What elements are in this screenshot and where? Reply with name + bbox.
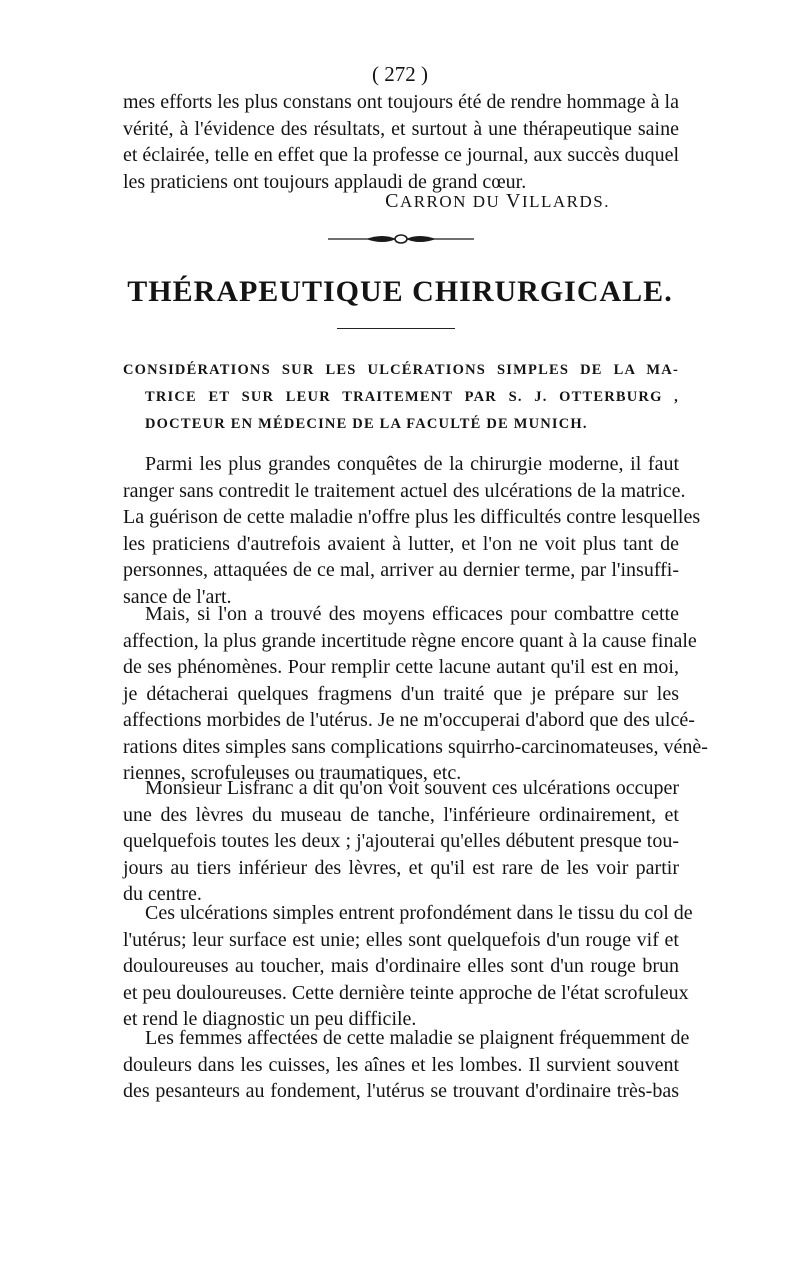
page-number: ( 272 ) [372,62,428,86]
title-rule [337,328,455,329]
body-paragraph [123,451,701,610]
text-line: affection, la plus grande incertitude règne encore quant à la cause finale [123,629,697,652]
text-line: des pesanteurs au fondement, l'utérus se trouvant d'ordinaire très-bas [123,1080,679,1102]
text-line: rations dites simples sans complications squirrho-carcinomateuses, vénè- [123,735,708,758]
text-line: je détacherai quelques fragmens d'un traité que je prépare sur les [123,682,679,705]
heading-line: CONSIDÉRATIONS SUR LES ULCÉRATIONS SIMPLES DE LA MA- [123,362,679,378]
text-line: douloureuses au toucher, mais d'ordinaire elles sont d'un rouge brun [123,955,679,977]
intro-paragraph [123,89,679,195]
text-line: jours au tiers inférieur des lèvres, et qu'il est rare de les voir partir [123,856,679,879]
heading-line: DOCTEUR EN MÉDECINE DE LA FACULTÉ DE MUNICH. [145,416,588,432]
text-line: et éclairée, telle en effet que la professe ce journal, aux succès duquel [123,144,680,166]
body-paragraph [123,900,693,1033]
text-line: Mais, si l'on a trouvé des moyens efficaces pour combattre cette [145,603,679,625]
author-signature: CARRON DU VILLARDS. [385,190,610,212]
text-line: Les femmes affectées de cette maladie se plaignent fréquemment de [145,1027,690,1049]
text-line: mes efforts les plus constans ont toujours été de rendre hommage à la [123,91,679,113]
text-line: vérité, à l'évidence des résultats, et surtout à une thérapeutique saine [123,117,679,140]
text-line: une des lèvres du museau de tanche, l'inférieure ordinairement, et [123,803,679,826]
text-line: quelquefois toutes les deux ; j'ajouterai qu'elles débutent presque tou- [123,830,679,852]
body-paragraph [123,775,679,908]
text-line: l'utérus; leur surface est unie; elles sont quelquefois d'un rouge vif et [123,928,679,951]
text-line: La guérison de cette maladie n'offre plus les difficultés contre lesquelles [123,506,701,528]
text-line: riennes, scrofuleuses ou traumatiques, etc. [123,762,462,784]
article-heading [123,357,679,438]
text-line: ranger sans contredit le traitement actuel des ulcérations de la matrice. [123,479,686,502]
text-line: Ces ulcérations simples entrent profondément dans le tissu du col de [145,902,693,924]
body-paragraph [123,601,708,787]
text-line: de ses phénomènes. Pour remplir cette lacune autant qu'il est en moi, [123,656,679,678]
text-line: Parmi les plus grandes conquêtes de la chirurgie moderne, il faut [145,453,679,475]
section-title: THÉRAPEUTIQUE CHIRURGICALE. [127,275,673,308]
text-line: les praticiens d'autrefois avaient à lutter, et l'on ne voit plus tant de [123,532,679,555]
text-line: et rend le diagnostic un peu difficile. [123,1008,417,1030]
text-line: du centre. [123,883,202,905]
text-line: personnes, attaquées de ce mal, arriver au dernier terme, par l'insuffi- [123,559,679,581]
text-line: douleurs dans les cuisses, les aînes et les lombes. Il survient souvent [123,1053,679,1076]
text-line: les praticiens ont toujours applaudi de grand cœur. [123,170,527,193]
section-divider-ornament [328,232,474,246]
text-line: sance de l'art. [123,585,232,608]
body-paragraph [123,1025,690,1105]
heading-line: TRICE ET SUR LEUR TRAITEMENT PAR S. J. OTTERBURG , [145,389,679,405]
text-line: affections morbides de l'utérus. Je ne m'occuperai d'abord que des ulcé- [123,709,695,731]
text-line: Monsieur Lisfranc a dit qu'on voit souvent ces ulcérations occuper [145,777,679,799]
text-line: et peu douloureuses. Cette dernière teinte approche de l'état scrofuleux [123,981,689,1004]
